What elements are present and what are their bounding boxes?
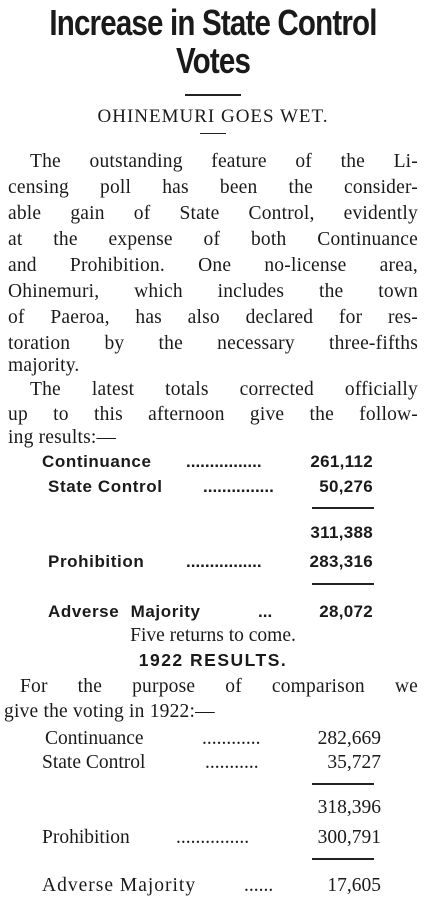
result-value: 35,727 xyxy=(327,752,381,773)
result-value: 261,112 xyxy=(310,452,373,471)
leader-dots: ............ xyxy=(202,728,261,749)
result-state-control-row xyxy=(0,475,426,499)
difference-rule-1922 xyxy=(312,858,374,860)
para3-line-2: give the voting in 1922:— xyxy=(4,701,215,722)
returns-note: Five returns to come. xyxy=(130,625,296,646)
sum-rule-1922 xyxy=(312,783,374,785)
result-value: 17,605 xyxy=(327,875,381,896)
result-value: 283,316 xyxy=(309,552,373,571)
result-value: 282,669 xyxy=(317,728,381,749)
para2-line-2: up to this afternoon give the follow- xyxy=(8,404,418,425)
result-label: Continuance xyxy=(42,452,152,471)
leader-dots: ............... xyxy=(176,827,250,848)
result-continuance-row xyxy=(0,450,426,474)
para1-line-2: censing poll has been the consider- xyxy=(8,177,418,198)
para1-line-3: able gain of State Control, evidently xyxy=(8,203,418,224)
para1-line-5: and Prohibition. One no-license area, xyxy=(8,255,418,276)
headline-line-1: Increase in State Control xyxy=(49,2,377,43)
sum-rule xyxy=(312,507,374,509)
para3-line-1: For the purpose of comparison we xyxy=(20,676,418,697)
para1-line-4: at the expense of both Continuance xyxy=(8,229,418,250)
headline-line-2: Votes xyxy=(175,40,251,81)
para2-line-3: ing results:— xyxy=(8,427,117,448)
result-1922-continuance-row xyxy=(0,727,426,751)
result-subtotal-row xyxy=(0,521,426,545)
result-adverse-row xyxy=(0,600,426,624)
result-prohibition-row xyxy=(0,550,426,574)
section-heading-1922: 1922 RESULTS. xyxy=(138,650,288,670)
result-value: 50,276 xyxy=(319,477,373,496)
leader-dots: ................ xyxy=(186,452,262,471)
result-label: State Control xyxy=(48,477,163,496)
result-value: 28,072 xyxy=(319,602,373,621)
subhead-rule xyxy=(200,133,226,134)
para1-line-9: majority. xyxy=(8,355,80,376)
result-label: Prohibition xyxy=(48,552,145,571)
leader-dots: ................ xyxy=(186,552,262,571)
result-label: Continuance xyxy=(45,728,144,749)
result-label: State Control xyxy=(42,752,146,773)
result-1922-state-control-row xyxy=(0,751,426,775)
result-label: Adverse Majority xyxy=(48,602,201,621)
para1-line-1: The outstanding feature of the Li- xyxy=(30,151,418,172)
leader-dots: ............... xyxy=(203,477,274,496)
headline-rule xyxy=(185,94,241,96)
result-value: 311,388 xyxy=(310,523,373,542)
leader-dots: ...... xyxy=(244,875,274,896)
difference-rule xyxy=(312,583,374,585)
result-1922-adverse-row xyxy=(0,874,426,898)
leader-dots: ... xyxy=(258,602,273,621)
result-label: Adverse Majority xyxy=(42,875,197,896)
result-value: 300,791 xyxy=(317,827,381,848)
subhead: OHINEMURI GOES WET. xyxy=(97,106,329,127)
para1-line-7: of Paeroa, has also declared for res- xyxy=(8,307,418,328)
leader-dots: ........... xyxy=(205,752,259,773)
result-label: Prohibition xyxy=(42,827,130,848)
result-1922-subtotal-row xyxy=(0,796,426,820)
para2-line-1: The latest totals corrected officially xyxy=(30,379,418,400)
result-value: 318,396 xyxy=(317,797,381,818)
result-1922-prohibition-row xyxy=(0,826,426,850)
para1-line-8: toration by the necessary three-fifths xyxy=(8,333,418,354)
para1-line-6: Ohinemuri, which includes the town xyxy=(8,281,418,302)
